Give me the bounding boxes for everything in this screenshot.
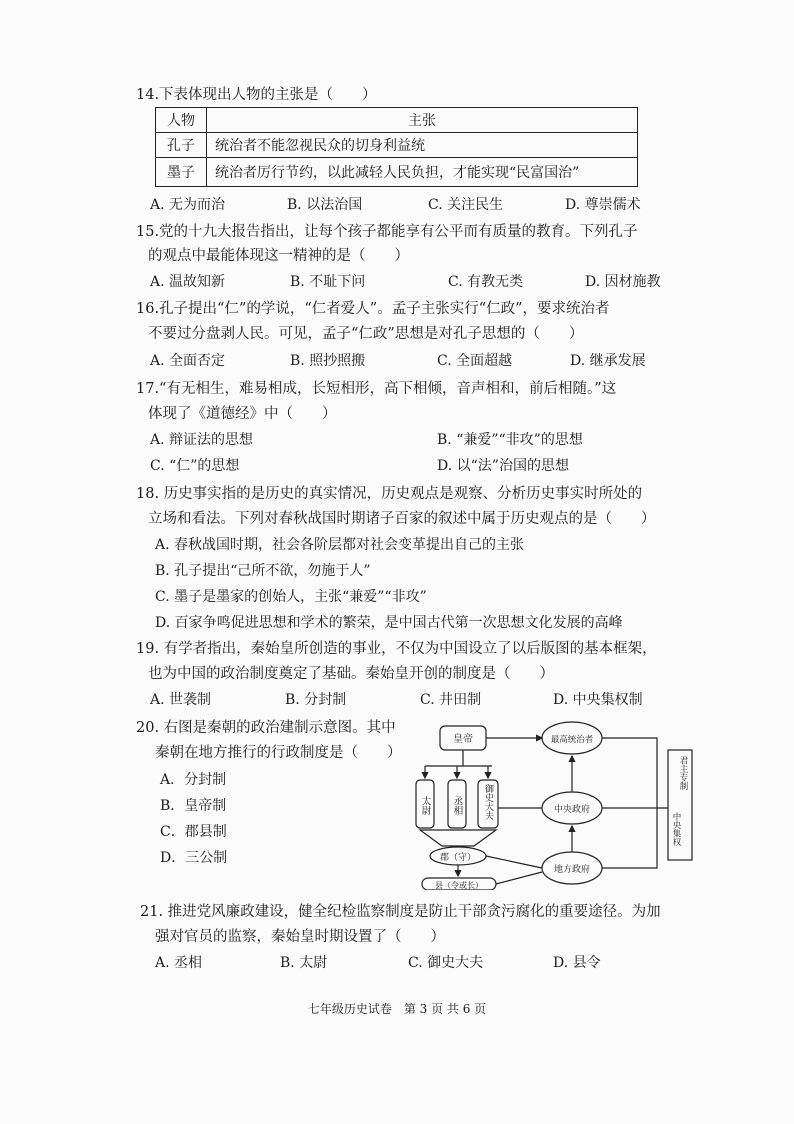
q17-option-d[interactable]: D. 以“法”治国的思想: [437, 458, 569, 474]
q18-option-b[interactable]: B. 孔子提出“己所不欲，勿施于人”: [155, 563, 371, 579]
yushi-label: 御史大夫: [483, 784, 493, 820]
q16-stem-line2: 不要过分盘剥人民。可见，孟子“仁政”思想是对孔子思想的（ ）: [148, 326, 584, 342]
table-header-person: 人物: [156, 108, 207, 133]
table-cell: 孔子: [156, 133, 207, 158]
q14-table: [155, 107, 638, 187]
taiwei-label: 太尉: [419, 796, 431, 815]
county-label: 县（令或长）: [435, 881, 483, 890]
q19-option-b[interactable]: B. 分封制: [285, 692, 347, 708]
q18-option-d[interactable]: D. 百家争鸣促进思想和学术的繁荣，是中国古代第一次思想文化发展的高峰: [155, 615, 623, 631]
q20-option-d[interactable]: D．三公制: [160, 850, 228, 866]
q15-stem-line2: 的观点中最能体现这一精神的是（ ）: [148, 248, 409, 264]
q20-option-a[interactable]: A．分封制: [160, 772, 227, 788]
q19-stem-line2: 也为中国的政治制度奠定了基础。秦始皇开创的制度是（ ）: [148, 666, 554, 682]
q17-stem-line1: 17.“有无相生，难易相成，长短相形，高下相倾，音声相和，前后相随。”这: [136, 381, 617, 397]
q21-stem-line1: 21. 推进党风廉政建设，健全纪检监察制度是防止干部贪污腐化的重要途径。为加: [140, 904, 661, 920]
q14-option-c[interactable]: C. 关注民生: [428, 197, 504, 213]
page-footer: 七年级历史试卷 第 3 页 共 6 页: [307, 1002, 487, 1016]
q19-option-c[interactable]: C. 井田制: [420, 692, 482, 708]
side-label-bottom: 中央集权: [671, 812, 681, 846]
q15-option-a[interactable]: A. 温故知新: [150, 274, 226, 290]
q16-option-d[interactable]: D. 继承发展: [570, 353, 646, 369]
q15-stem-line1: 15.党的十九大报告指出，让每个孩子都能享有公平而有质量的教育。下列孔子: [136, 224, 638, 240]
q18-option-c[interactable]: C. 墨子是墨家的创始人，主张“兼爱”“非攻”: [155, 589, 427, 605]
q14-option-a[interactable]: A. 无为而治: [150, 197, 226, 213]
q14-option-b[interactable]: B. 以法治国: [287, 197, 363, 213]
q19-option-a[interactable]: A. 世袭制: [150, 692, 212, 708]
q21-stem-line2: 强对官员的监察，秦始皇时期设置了（ ）: [155, 929, 445, 945]
q16-option-b[interactable]: B. 照抄照搬: [290, 353, 366, 369]
central-gov-label: 中央政府: [553, 805, 591, 815]
q21-option-d[interactable]: D. 县令: [553, 955, 601, 971]
table-row: [156, 108, 638, 133]
q14-stem: 14.下表体现出人物的主张是（ ）: [136, 87, 377, 103]
q18-stem-line2: 立场和看法。下列对春秋战国时期诸子百家的叙述中属于历史观点的是（ ）: [148, 511, 656, 527]
q15-option-d[interactable]: D. 因材施教: [585, 274, 661, 290]
q17-option-c[interactable]: C. “仁”的思想: [150, 458, 240, 474]
chengxiang-label: 丞相: [451, 796, 463, 815]
q18-stem-line1: 18. 历史事实指的是历史的真实情况，历史观点是观察、分析历史事实时所处的: [136, 486, 643, 502]
qin-political-system-diagram: [412, 718, 702, 890]
q19-stem-line1: 19. 有学者指出，秦始皇所创造的事业，不仅为中国设立了以后版图的基本框架，: [136, 641, 657, 657]
supreme-ruler-label: 最高统治者: [550, 735, 594, 745]
local-gov-label: 地方政府: [553, 865, 591, 875]
table-cell: 统治者不能忽视民众的切身利益统: [207, 133, 638, 158]
q19-option-d[interactable]: D. 中央集权制: [553, 692, 643, 708]
table-cell: 统治者厉行节约，以此减轻人民负担，才能实现“民富国治”: [207, 158, 638, 187]
q15-option-c[interactable]: C. 有教无类: [448, 274, 524, 290]
q17-option-a[interactable]: A. 辩证法的思想: [150, 432, 254, 448]
q17-stem-line2: 体现了《道德经》中（ ）: [148, 406, 337, 422]
q21-option-b[interactable]: B. 太尉: [280, 955, 328, 971]
q18-option-a[interactable]: A. 春秋战国时期，社会各阶层都对社会变革提出自己的主张: [155, 537, 525, 553]
table-row: [156, 133, 638, 158]
q21-option-c[interactable]: C. 御史大夫: [408, 955, 484, 971]
emperor-label: 皇帝: [453, 734, 473, 745]
q16-stem-line1: 16.孔子提出“仁”的学说，“仁者爱人”。孟子主张实行“仁政”，要求统治者: [136, 301, 610, 317]
q16-option-a[interactable]: A. 全面否定: [150, 353, 226, 369]
commandery-label: 郡（守）: [439, 853, 477, 863]
q17-option-b[interactable]: B. “兼爱”“非攻”的思想: [437, 432, 583, 448]
side-label-top: 君主专制: [678, 756, 688, 790]
table-header-claim: 主张: [207, 108, 638, 133]
q20-stem-line1: 20. 右图是秦朝的政治建制示意图。其中: [136, 720, 396, 736]
q21-option-a[interactable]: A. 丞相: [155, 955, 203, 971]
q20-option-c[interactable]: C．郡县制: [160, 824, 227, 840]
q20-option-b[interactable]: B．皇帝制: [160, 798, 227, 814]
table-cell: 墨子: [156, 158, 207, 187]
table-row: [156, 158, 638, 187]
q15-option-b[interactable]: B. 不耻下问: [290, 274, 366, 290]
q16-option-c[interactable]: C. 全面超越: [437, 353, 513, 369]
q20-stem-line2: 秦朝在地方推行的行政制度是（ ）: [155, 745, 402, 761]
q14-option-d[interactable]: D. 尊崇儒术: [565, 197, 641, 213]
